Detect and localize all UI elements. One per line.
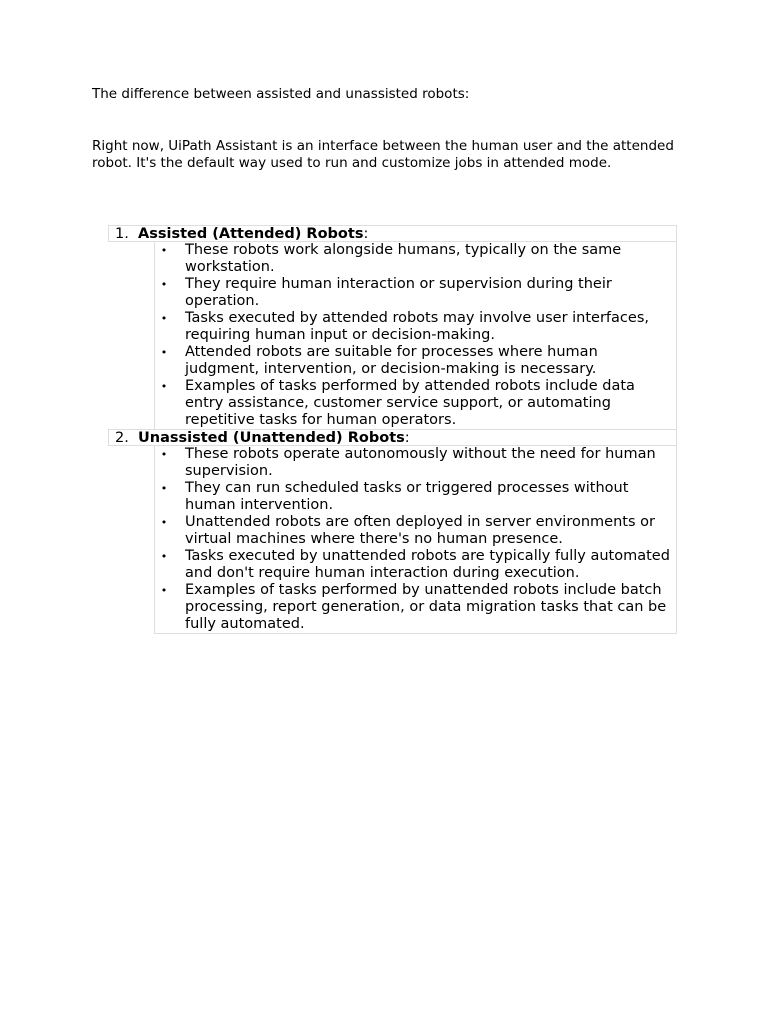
list-item (155, 276, 676, 310)
bullet-list (155, 446, 676, 633)
bullet-text: Tasks executed by unattended robots are typically fully automated and don't require human interaction during execution. (185, 548, 670, 581)
bullet-text: Examples of tasks performed by unattended robots include batch processing, report generation, or data migration tasks that can be fully automated. (185, 582, 667, 632)
section-bullets-attended (154, 242, 677, 429)
section-bullets-unattended (154, 446, 677, 634)
bullet-text: They can run scheduled tasks or triggered processes without human intervention. (185, 480, 629, 513)
section-number: 1. (115, 226, 129, 242)
robot-types-list (108, 225, 677, 634)
bullet-icon: • (160, 482, 168, 495)
list-item (155, 378, 676, 429)
bullet-text: These robots work alongside humans, typically on the same workstation. (185, 242, 622, 275)
bullet-icon: • (160, 244, 168, 257)
section-number: 2. (115, 430, 129, 446)
bullet-icon: • (160, 448, 168, 461)
bullet-list (155, 242, 676, 429)
section-colon: : (404, 430, 410, 446)
bullet-icon: • (160, 278, 168, 291)
list-item (155, 310, 676, 344)
bullet-icon: • (160, 516, 168, 529)
document-heading: The difference between assisted and unassisted robots: (92, 86, 470, 102)
bullet-icon: • (160, 312, 168, 325)
section-header-attended (108, 225, 677, 242)
bullet-icon: • (160, 584, 168, 597)
list-item (155, 242, 676, 276)
list-item (155, 582, 676, 633)
bullet-icon: • (160, 550, 168, 563)
intro-paragraph: Right now, UiPath Assistant is an interface between the human user and the attended robot. It's the default way used to run and customize jobs in attended mode. (92, 138, 674, 171)
bullet-icon: • (160, 346, 168, 359)
bullet-text: Examples of tasks performed by attended robots include data entry assistance, customer service support, or automating repetitive tasks for human operators. (185, 378, 635, 428)
list-item (155, 344, 676, 378)
section-title: Unassisted (Unattended) Robots (138, 430, 405, 446)
section-title: Assisted (Attended) Robots (138, 226, 364, 242)
list-item (155, 548, 676, 582)
list-item (155, 446, 676, 480)
bullet-icon: • (160, 380, 168, 393)
section-header-unattended (108, 429, 677, 446)
bullet-text: Attended robots are suitable for processes where human judgment, intervention, or decision-making is necessary. (185, 344, 598, 377)
bullet-text: Unattended robots are often deployed in server environments or virtual machines where there's no human presence. (185, 514, 655, 547)
list-item (155, 480, 676, 514)
list-item (155, 514, 676, 548)
bullet-text: These robots operate autonomously without the need for human supervision. (185, 446, 656, 479)
bullet-text: They require human interaction or supervision during their operation. (185, 276, 612, 309)
bullet-text: Tasks executed by attended robots may involve user interfaces, requiring human input or decision-making. (185, 310, 649, 343)
section-colon: : (363, 226, 369, 242)
